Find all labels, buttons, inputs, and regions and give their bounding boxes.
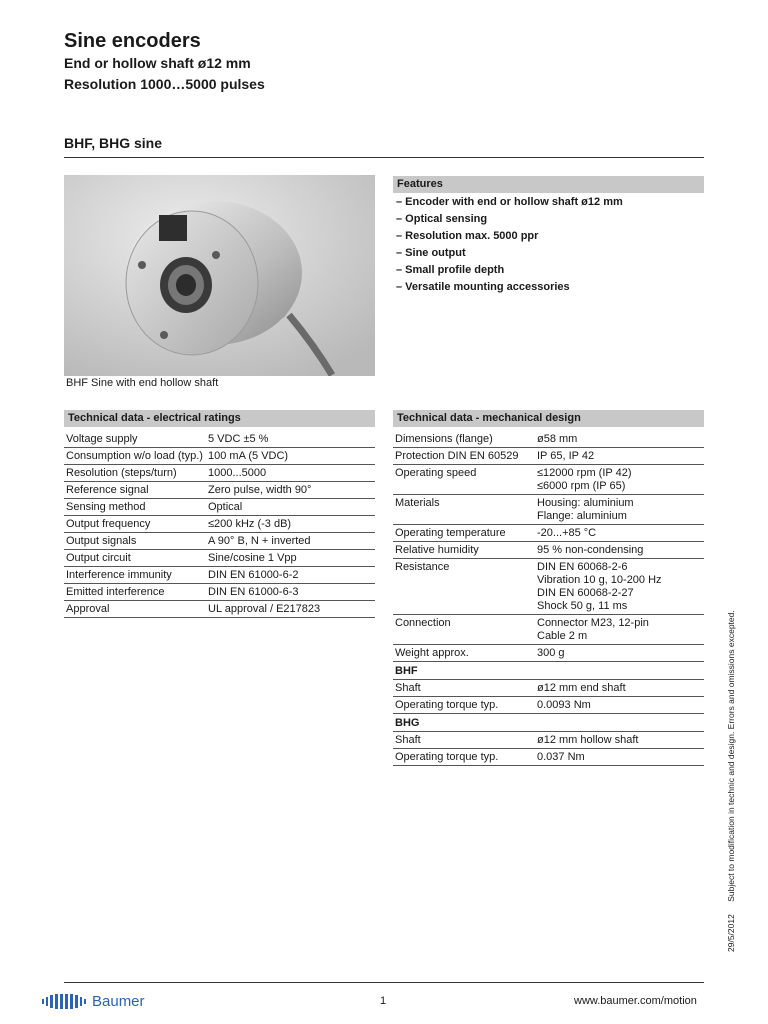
table-row (393, 680, 704, 697)
side-note-date: 29/5/2012 (726, 914, 736, 952)
row-label: Relative humidity (395, 544, 479, 556)
list-item: – Encoder with end or hollow shaft ø12 mm (396, 196, 623, 208)
row-label: Interference immunity (66, 569, 172, 581)
product-photo (64, 175, 375, 376)
list-item: – Resolution max. 5000 ppr (396, 230, 539, 242)
table-row (393, 431, 704, 448)
table-row (393, 465, 704, 495)
row-label: Emitted interference (66, 586, 165, 598)
row-label: Protection DIN EN 60529 (395, 450, 519, 462)
table-row (64, 533, 375, 550)
row-value: A 90° B, N + inverted (208, 535, 311, 547)
page-subtitle-shaft: End or hollow shaft ø12 mm (64, 55, 251, 71)
row-label: Consumption w/o load (typ.) (66, 450, 203, 462)
group-heading-bhg: BHG (393, 714, 704, 732)
row-label: Resistance (395, 561, 450, 573)
table-row (64, 482, 375, 499)
table-row (64, 550, 375, 567)
product-heading: BHF, BHG sine (64, 135, 163, 151)
row-label: Dimensions (flange) (395, 433, 493, 445)
row-label: Resolution (steps/turn) (66, 467, 177, 479)
row-value: DIN EN 61000-6-2 (208, 569, 299, 581)
row-label: Weight approx. (395, 647, 469, 659)
top-divider (64, 157, 704, 158)
row-label: Approval (66, 603, 110, 615)
table-row (393, 749, 704, 766)
list-item: – Sine output (396, 247, 466, 259)
row-value: Connector M23, 12-pin Cable 2 m (537, 617, 649, 642)
row-value: ≤200 kHz (-3 dB) (208, 518, 292, 530)
row-value: ≤12000 rpm (IP 42) ≤6000 rpm (IP 65) (537, 467, 632, 492)
row-value: ø12 mm hollow shaft (537, 734, 639, 746)
table-row (393, 542, 704, 559)
features-list (393, 194, 704, 296)
row-label: Operating temperature (395, 527, 506, 539)
table-row (393, 448, 704, 465)
electrical-table (64, 431, 375, 618)
side-note (726, 610, 736, 952)
row-value: DIN EN 60068-2-6 Vibration 10 g, 10-200 Hz DIN EN 60068-2-27 Shock 50 g, 11 ms (537, 561, 662, 612)
side-note-text: Subject to modification in technic and design. Errors and omissions excepted. (726, 610, 736, 902)
row-value: 300 g (537, 647, 565, 659)
table-row (393, 645, 704, 662)
page-subtitle-resolution: Resolution 1000…5000 pulses (64, 76, 265, 92)
row-label: Operating torque typ. (395, 699, 499, 711)
table-row (393, 697, 704, 714)
row-value: ø58 mm (537, 433, 578, 445)
mechanical-table (393, 431, 704, 766)
row-value: DIN EN 61000-6-3 (208, 586, 299, 598)
list-item: – Small profile depth (396, 264, 505, 276)
table-row (64, 465, 375, 482)
mechanical-heading: Technical data - mechanical design (393, 410, 704, 427)
row-label: Materials (395, 497, 440, 509)
row-value: Sine/cosine 1 Vpp (208, 552, 297, 564)
table-row (393, 732, 704, 749)
list-item: – Versatile mounting accessories (396, 281, 570, 293)
table-row (64, 567, 375, 584)
table-row (64, 448, 375, 465)
table-row (64, 516, 375, 533)
row-value: 0.037 Nm (537, 751, 585, 763)
row-label: Operating speed (395, 467, 477, 479)
brand-name: Baumer (92, 993, 145, 1010)
table-row (393, 495, 704, 525)
table-row (64, 601, 375, 618)
row-value: IP 65, IP 42 (537, 450, 595, 462)
photo-caption: BHF Sine with end hollow shaft (66, 377, 219, 389)
row-label: Voltage supply (66, 433, 138, 445)
row-value: 5 VDC ±5 % (208, 433, 269, 445)
baumer-logo (42, 993, 145, 1010)
row-value: 0.0093 Nm (537, 699, 591, 711)
table-row (393, 525, 704, 542)
row-value: 1000...5000 (208, 467, 267, 479)
table-row (64, 431, 375, 448)
row-label: Output frequency (66, 518, 151, 530)
table-row (64, 584, 375, 601)
table-row (393, 615, 704, 645)
row-value: Zero pulse, width 90° (208, 484, 312, 496)
group-heading-bhf: BHF (393, 662, 704, 680)
row-value: 100 mA (5 VDC) (208, 450, 289, 462)
row-label: Operating torque typ. (395, 751, 499, 763)
list-item: – Optical sensing (396, 213, 488, 225)
bottom-divider (64, 982, 704, 983)
page-title: Sine encoders (64, 30, 201, 52)
row-value: -20...+85 °C (537, 527, 597, 539)
row-value: Optical (208, 501, 243, 513)
row-label: Shaft (395, 682, 421, 694)
row-label: Shaft (395, 734, 421, 746)
website-link[interactable]: www.baumer.com/motion (574, 995, 697, 1007)
row-label: Output signals (66, 535, 137, 547)
row-value: UL approval / E217823 (208, 603, 321, 615)
baumer-logo-icon (42, 994, 86, 1009)
row-label: Sensing method (66, 501, 146, 513)
row-value: Housing: aluminium Flange: aluminium (537, 497, 634, 522)
row-value: 95 % non-condensing (537, 544, 644, 556)
table-row (64, 499, 375, 516)
electrical-heading: Technical data - electrical ratings (64, 410, 375, 427)
page-number: 1 (380, 995, 387, 1007)
table-row (393, 559, 704, 615)
row-value: ø12 mm end shaft (537, 682, 626, 694)
features-heading: Features (393, 176, 704, 193)
row-label: Connection (395, 617, 451, 629)
row-label: Output circuit (66, 552, 131, 564)
row-label: Reference signal (66, 484, 149, 496)
